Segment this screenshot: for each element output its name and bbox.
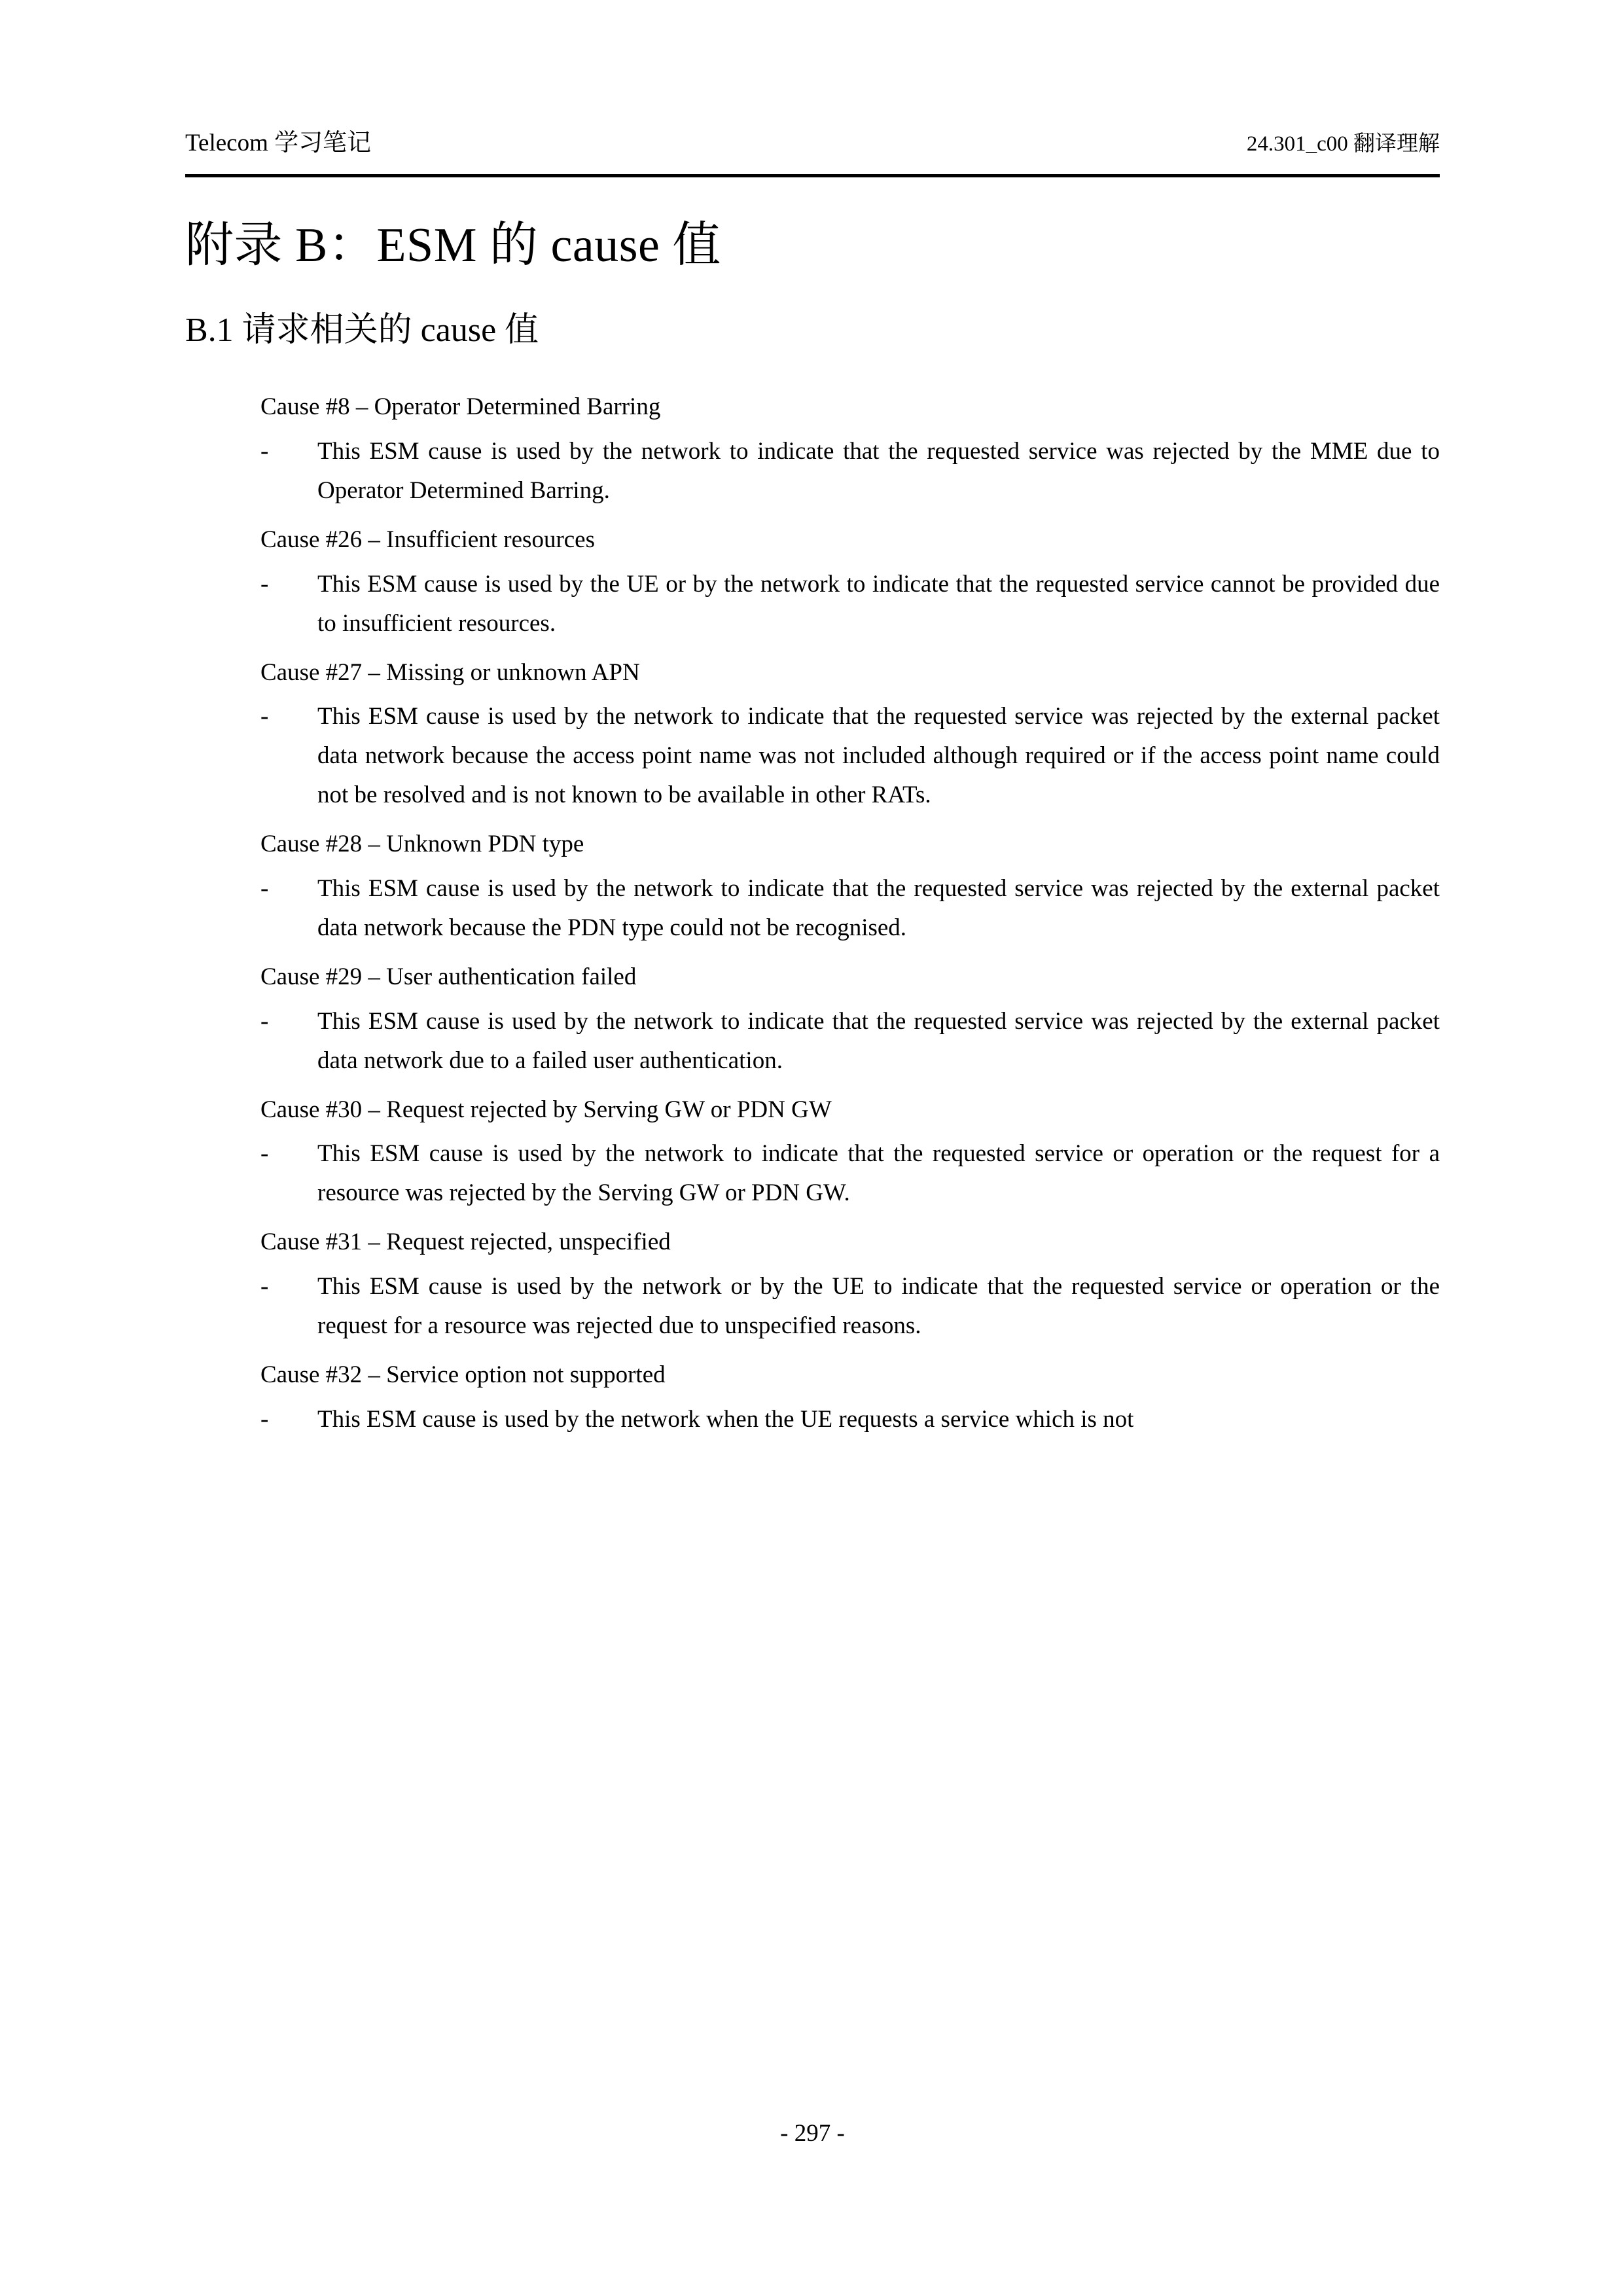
bullet-dash: - xyxy=(260,570,269,598)
bullet-dash: - xyxy=(260,1273,269,1300)
header-right-text: 24.301_c00 翻译理解 xyxy=(1246,132,1440,156)
cause-body-text: This ESM cause is used by the network to indicate that the requested service or operation or the request for a resource was rejected by the Serving GW or PDN GW. xyxy=(317,1140,1440,1207)
cause-heading: Cause #31 – Request rejected, unspecified xyxy=(260,1229,671,1256)
bullet-dash: - xyxy=(260,875,269,903)
bullet-dash: - xyxy=(260,1007,269,1035)
cause-entry xyxy=(185,647,1440,819)
cause-description xyxy=(260,869,1440,952)
cause-entry xyxy=(185,382,1440,514)
cause-description xyxy=(260,1134,1440,1217)
cause-heading: Cause #27 – Missing or unknown APN xyxy=(260,658,640,686)
cause-heading: Cause #8 – Operator Determined Barring xyxy=(260,393,661,421)
cause-heading: Cause #29 – User authentication failed xyxy=(260,963,637,990)
cause-body-text: This ESM cause is used by the network or by the UE to indicate that the requested service or operation or the request for a resource was rejected due to unspecified reasons. xyxy=(317,1273,1440,1339)
header-divider xyxy=(185,174,1440,177)
cause-entry xyxy=(185,514,1440,647)
cause-entry xyxy=(185,1350,1440,1443)
page-number: - 297 - xyxy=(780,2120,845,2147)
cause-heading: Cause #30 – Request rejected by Serving GW or PDN GW xyxy=(260,1096,832,1123)
cause-description xyxy=(260,565,1440,647)
cause-entry xyxy=(185,1217,1440,1350)
bullet-dash: - xyxy=(260,1405,269,1433)
cause-entry xyxy=(185,819,1440,952)
page-footer xyxy=(185,2119,1440,2148)
page-title: 附录 B：ESM 的 cause 值 xyxy=(185,219,721,272)
cause-body-text: This ESM cause is used by the network to indicate that the requested service was rejected by the external packet data network due to a failed user authentication. xyxy=(317,1007,1440,1074)
section-heading-b1: B.1 请求相关的 cause 值 xyxy=(185,312,539,350)
cause-description xyxy=(260,1400,1440,1443)
cause-body-text: This ESM cause is used by the network to indicate that the requested service was rejected by the external packet data network because the access point name was not included although required or if the access point name could not be resolved and is not known to be available in other RATs. xyxy=(317,703,1440,809)
cause-body-text: This ESM cause is used by the network to indicate that the requested service was rejected by the external packet data network because the PDN type could not be recognised. xyxy=(317,875,1440,941)
cause-heading: Cause #32 – Service option not supported xyxy=(260,1361,666,1388)
cause-body-text: This ESM cause is used by the network when the UE requests a service which is not xyxy=(317,1405,1134,1433)
cause-body-text: This ESM cause is used by the network to indicate that the requested service was rejected by the MME due to Operator Determined Barring. xyxy=(317,438,1440,504)
document-body xyxy=(185,216,1440,1443)
bullet-dash: - xyxy=(260,703,269,730)
cause-description xyxy=(260,1002,1440,1085)
header-left-text: Telecom 学习笔记 xyxy=(185,130,372,156)
cause-entry xyxy=(185,952,1440,1085)
cause-body-text: This ESM cause is used by the UE or by the network to indicate that the requested service cannot be provided due to insufficient resources. xyxy=(317,570,1440,637)
cause-description xyxy=(260,432,1440,514)
cause-heading: Cause #26 – Insufficient resources xyxy=(260,526,596,553)
bullet-dash: - xyxy=(260,1140,269,1168)
cause-description xyxy=(260,1267,1440,1350)
bullet-dash: - xyxy=(260,438,269,465)
cause-entry-list xyxy=(185,382,1440,1443)
cause-description xyxy=(260,697,1440,819)
cause-heading: Cause #28 – Unknown PDN type xyxy=(260,831,584,858)
running-header xyxy=(185,128,1440,158)
cause-entry xyxy=(185,1085,1440,1217)
